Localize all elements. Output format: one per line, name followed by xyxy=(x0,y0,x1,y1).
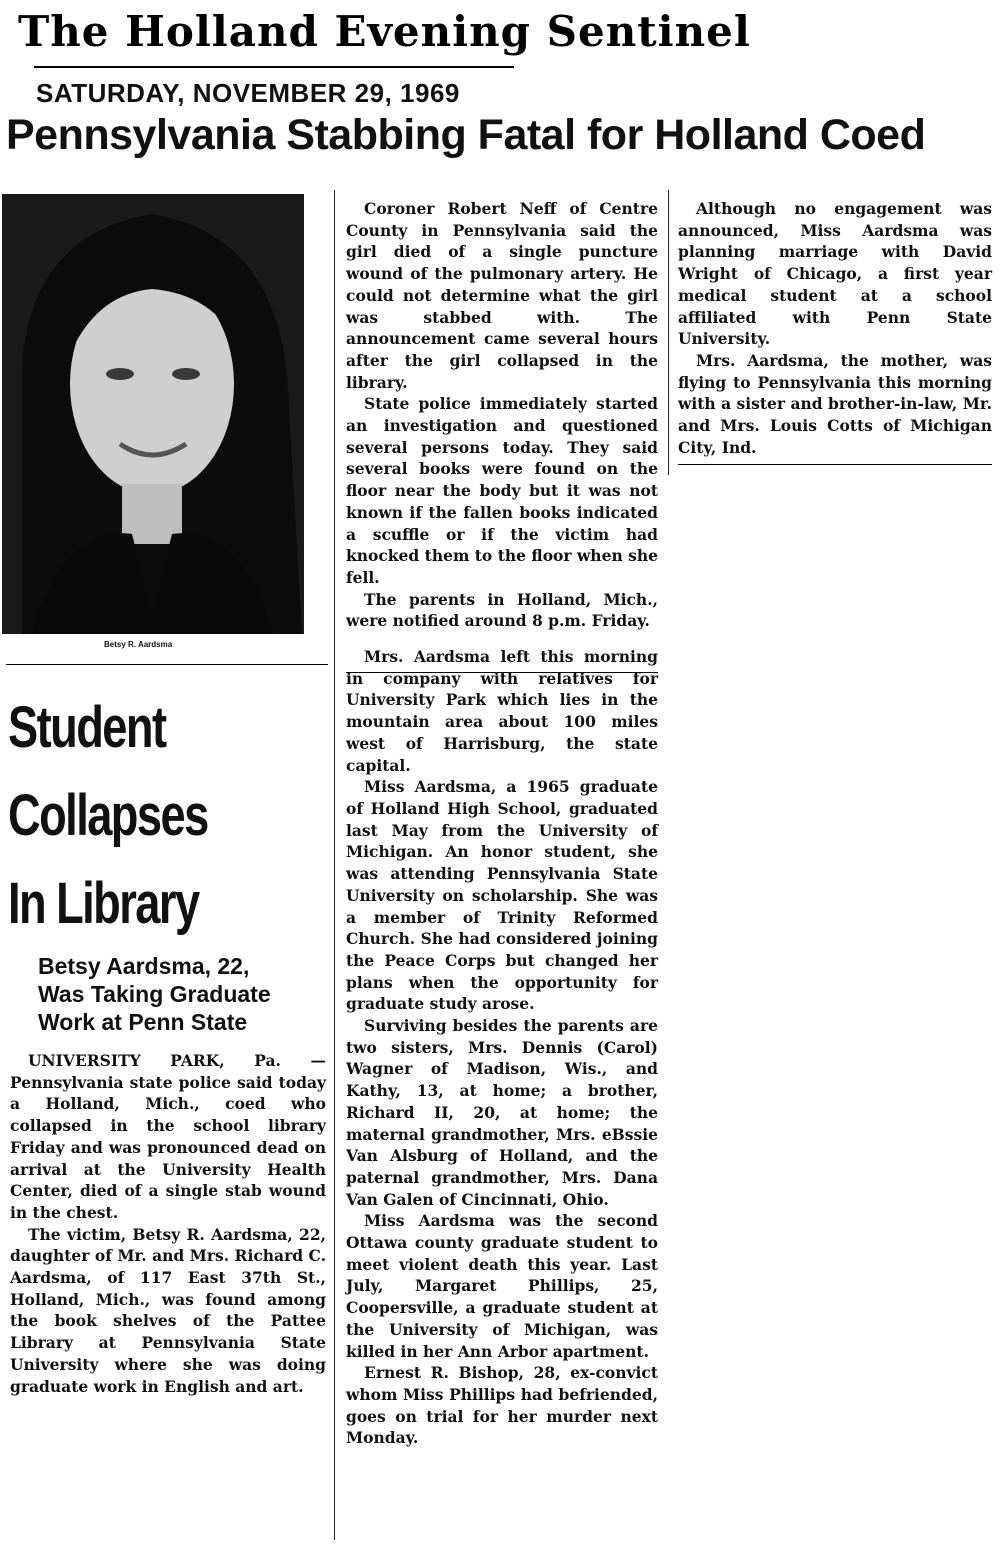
dateline: SATURDAY, NOVEMBER 29, 1969 xyxy=(36,78,460,108)
story-headline-line: In Library xyxy=(8,871,199,936)
story-headline xyxy=(8,684,258,948)
story-headline-line: Collapses xyxy=(8,783,208,848)
article-paragraph: Coroner Robert Neff of Centre County in Pennsylvania said the girl died of a single puncture wound of the pulmonary artery. He could not determine what the girl was stabbed with. The announcement came several hours after the girl collapsed in the library. xyxy=(346,199,658,392)
article-paragraph: Surviving besides the parents are two sisters, Mrs. Dennis (Carol) Wagner of Madison, Wis., and Kathy, 13, at home; a brother, Richard II, 20, at home; the maternal grandmother, Mrs. eBssie Van Alsburg of Holland, and the paternal grandmother, Mrs. Dana Van Galen of Cincinnati, Ohio. xyxy=(346,1016,658,1209)
story-subheadline xyxy=(38,952,328,1036)
article-paragraph: Mrs. Aardsma left this morning in company with relatives for University Park which lies in the mountain area about 100 miles west of Harrisburg, the state capital. xyxy=(346,647,658,775)
article-column-2 xyxy=(346,198,658,1449)
article-column-3 xyxy=(678,198,992,458)
portrait-photo xyxy=(2,194,304,634)
masthead-rule xyxy=(34,66,514,68)
article-paragraph: The victim, Betsy R. Aardsma, 22, daughter of Mr. and Mrs. Richard C. Aardsma, of 117 East 37th St., Holland, Mich., was found among the book shelves of the Pattee Library at Pennsylvania State University where she was doing graduate work in English and art. xyxy=(10,1224,326,1396)
article-paragraph: Although no engagement was announced, Miss Aardsma was planning marriage with David Wright of Chicago, a first year medical student at a school affiliated with Penn State University. xyxy=(678,199,992,349)
story-headline-line: Student xyxy=(8,695,166,760)
column-rule-1 xyxy=(334,190,335,1540)
article-paragraph: The parents in Holland, Mich., were notified around 8 p.m. Friday. xyxy=(346,589,658,631)
photo-caption: Betsy R. Aardsma xyxy=(104,640,173,649)
column-rule-2 xyxy=(668,190,669,475)
article-paragraph: State police immediately started an investigation and questioned several persons today. They said several books were found on the floor near the body but it was not known if the fallen books indicated a scuffle or if the victim had knocked them to the floor when she fell. xyxy=(346,394,658,587)
masthead-title: The Holland Evening Sentinel xyxy=(18,7,751,56)
article-column-1 xyxy=(10,1050,326,1397)
subhead-line: Betsy Aardsma, 22, xyxy=(38,953,250,979)
article-paragraph: Mrs. Aardsma, the mother, was flying to Pennsylvania this morning with a sister and brother-in-law, Mr. and Mrs. Louis Cotts of Michigan City, Ind. xyxy=(678,350,992,457)
article-paragraph: Miss Aardsma was the second Ottawa county graduate student to meet violent death this year. Last July, Margaret Phillips, 25, Coopersville, a graduate student at the University of Michigan, was killed in her Ann Arbor apartment. xyxy=(346,1211,658,1361)
subhead-line: Work at Penn State xyxy=(38,1009,248,1035)
main-headline: Pennsylvania Stabbing Fatal for Holland Coed xyxy=(6,111,926,159)
article-paragraph: Ernest R. Bishop, 28, ex-convict whom Miss Phillips had befriended, goes on trial for her murder next Monday. xyxy=(346,1363,658,1448)
column-end-rule xyxy=(678,464,992,465)
portrait-image xyxy=(2,194,304,634)
article-paragraph: UNIVERSITY PARK, Pa. — Pennsylvania state police said today a Holland, Mich., coed who collapsed in the school library Friday and was pronounced dead on arrival at the University Health Center, died of a single stab wound in the chest. xyxy=(10,1051,326,1222)
photo-separator-rule xyxy=(6,664,328,665)
subhead-line: Was Taking Graduate xyxy=(38,981,271,1007)
article-paragraph: Miss Aardsma, a 1965 graduate of Holland High School, graduated last May from the University of Michigan. An honor student, she was attending Pennsylvania State University on scholarship. She was a member of Trinity Reformed Church. She had considered joining the Peace Corps but changed her plans when the opportunity for graduate study arose. xyxy=(346,777,658,1014)
